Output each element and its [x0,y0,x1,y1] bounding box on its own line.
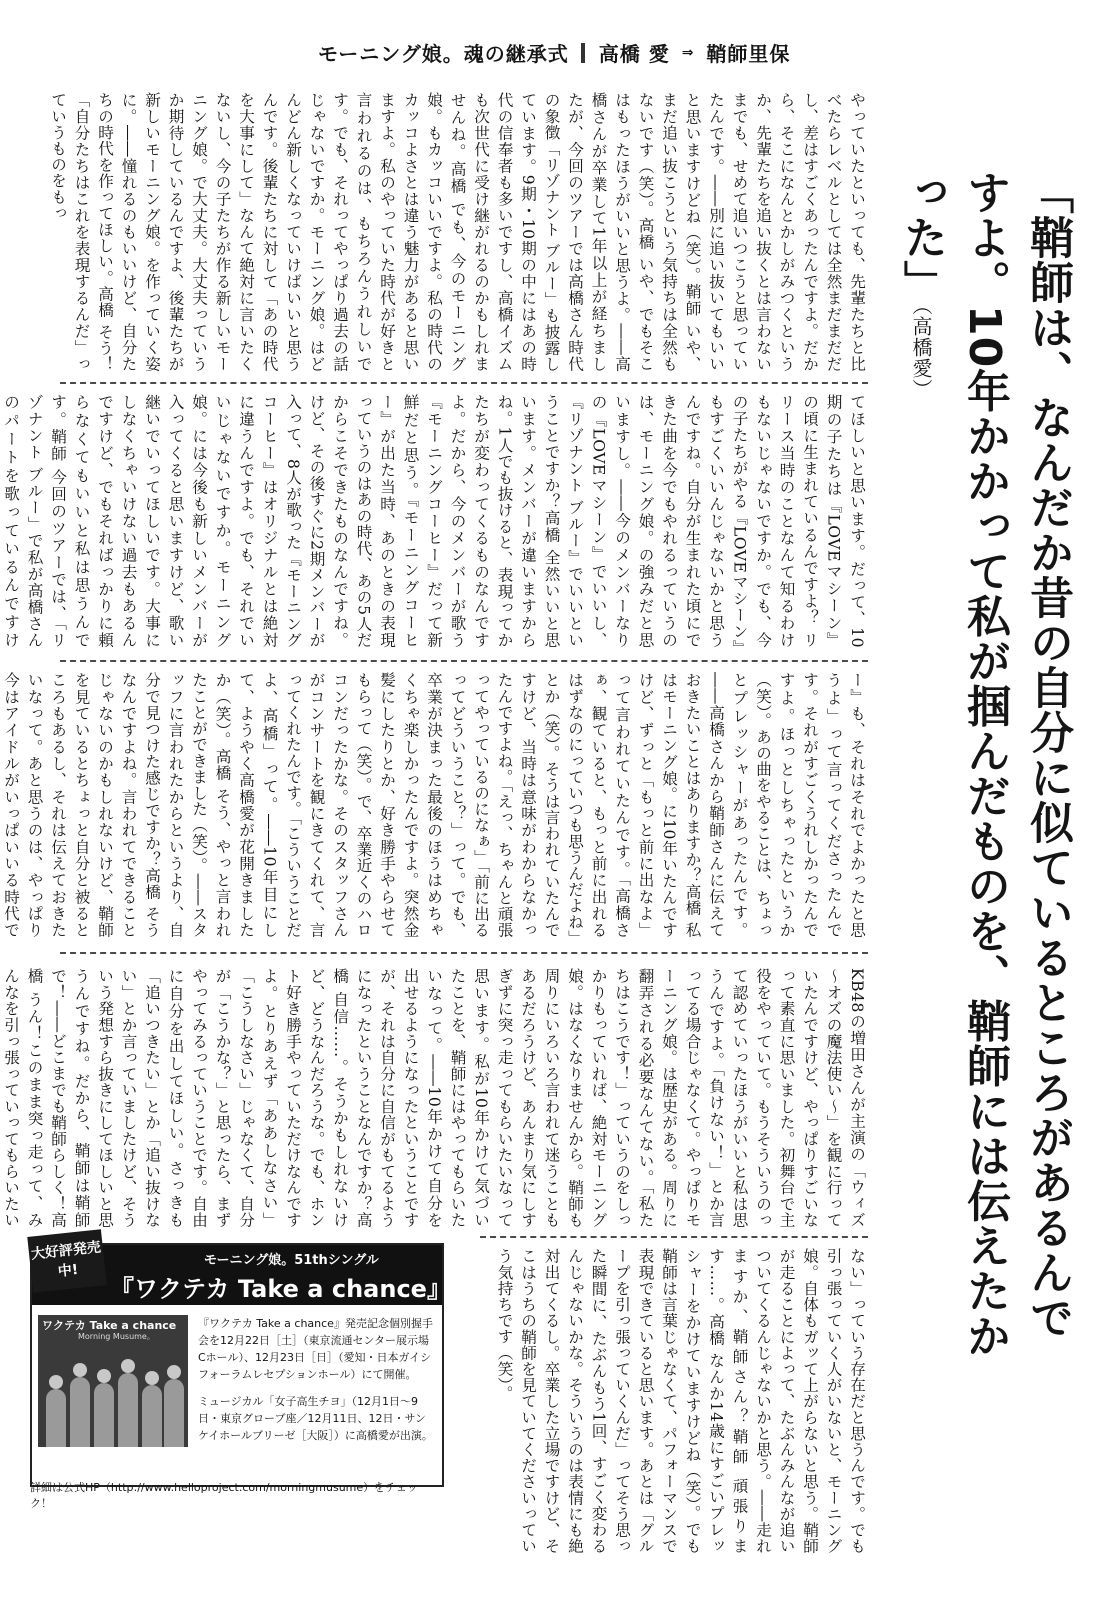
member-figure [118,1373,138,1447]
single-release-ad [30,1239,451,1487]
arrow-icon: ⇒ [681,44,695,61]
series-title: モーニング娘。魂の継承式 [318,42,569,66]
release-badge: 大好評発売中! [27,1229,106,1292]
official-hp-notice [30,1480,440,1524]
official-hp-text: 詳細は公式HP（http://www.helloproject.com/morningmusume）をチェック！ [30,1481,418,1510]
article-tier-5: ない」っていう存在だと思うんです。でも引っ張っていく人がいないと、モーニング娘。自体もガッて上がらないと思う。鞘師が走ることによって、たぶんみんなが追いついてくるんじゃないかと思う。――走れますか、鞘師さん？鞘師 頑張ります……。高橋 なんか14歳にすごいプレッシャーをかけていますけどね（笑）。でも鞘師は言葉じゃなくて、パフォーマンスで表現できていると思います。あとは「グループを引っ張っていくんだ」ってそう思った瞬間に、たぶんもう1回、すごく変わるんじゃないかな。そういうのは表情にも絶対出てくるし。卒業した立場ですけど、そこはうちの鞘師を見ていてくださいっていう気持ちです（笑）。 [495,1248,866,1554]
cd-cover-image [38,1315,188,1447]
article-tier-2: てほしいと思います。だって、10期の子たちは『LOVEマシーン』の頃に生まれているんですよ？ リリース当時のことなんて知るわけもないじゃないですか。でも、今の子たちがやる『LOVEマシーン』もすごくいいんじゃないかと思うんですね。自分が生まれた頃にできた曲を今でもやれるっていうのは、モーニング娘。の強みだと思いますし。――今のメンバーなりの『LOVEマシーン』でいいし、『リゾナント ブルー』でいいということですか？高橋 全然いいと思います。メンバーが違いますからね。1人でも抜けると、表現ってかたちが変わってくるものなんですよ。だから、今のメンバーが歌う『モーニングコーヒー』だって新鮮だと思う。『モーニングコーヒー』が出た当時、あのときの表現っていうのはあの時代、あの5人だからこそできたものなんですね。けど、その後すぐに2期メンバーが入って、8人が歌った『モーニングコーヒー』はオリジナルとは絶対に違うんですよ。でも、それでいいじゃないですか。モーニング娘。には今後も新しいメンバーが入ってくると思いますけど、歌い継いでいってほしいです。大事にしなくちゃいけない過去もあるんですけど、でもそればっかりに頼らなくてもいいと私は思うんです。鞘師 今回のツアーでは、「リゾナント ブルー」で私が高橋さんのパートを歌っているんですけ [2,394,866,648]
ad-single-label: モーニング娘。51thシングル [204,1253,379,1268]
pull-quote [889,170,1079,1370]
page-header [318,38,1078,70]
cover-title: ワクテカ Take a chance [42,1319,177,1332]
tier-divider [480,1236,868,1238]
person-b-name: 鞘師里保 [706,42,791,66]
handshake-event-info: 『ワクテカ Take a chance』発売記念個別握手会を12月22日［土］（東京流通センター展示場Cホール）、12月23日［日］（愛知・日本ガイシフォーラムレセプションホール）にて開催。 [198,1317,433,1381]
person-a-name: 高橋 愛 [598,42,670,66]
member-figure [70,1377,90,1447]
cover-artist: Morning Musume。 [78,1332,155,1341]
ad-single-title: 『ワクテカ Take a chance』 [110,1275,451,1303]
member-figure [46,1389,66,1447]
article-tier-1: やっていたといっても、先輩たちと比べたらレベルとしては全然まだまだだし、差はすごくあったんですよ。だから、そこになんとかしがみつくというか、先輩たちを追い抜くとは言わないまでも、せめて追いつこうと思っていたんです。――別に追い抜いてもいいと思いますけどね（笑）。鞘師 いや、まだ追い抜こうという気持ちは全然もないです（笑）。高橋 いや、でもそこはもったほうがいいと思うよ。――高橋さんが卒業して1年以上が経ちましたが、今回のツアーでは高橋さん時代の象徴「リゾナント ブルー」も披露しています。9期・10期の中にはあの時代の信奉者も多いですし、高橋イズムも次世代に受け継がれるのかもしれませんね。高橋 でも、今のモーニング娘。もカッコいいですよ。私の時代のカッコよさとは違う魅力があると思いますよ。私のやっていた時代が好きと言われるのは、もちろんうれしいです。でも、それってやっぱり過去の話じゃないですか。モーニング娘。はどんどん新しくなっていけばいいと思うんです。後輩たちに対して「あの時代を大事にして」なんて絶対に言いたくないし、今の子たちが作る新しいモーニング娘。で大丈夫。大丈夫っていうか期待しているんですよ、後輩たちが新しいモーニング娘。を作っていく姿に。――憧れるのもいいけど、自分たちの時代を作ってほしい。高橋 そう！「自分たちはこれを表現するんだ」っていうものをもっ [49,92,866,372]
tier-divider [60,952,868,954]
article-tier-4: KB48の増田さんが主演の「ウィズ～オズの魔法使い～」を観に行っていたんですけど、やっぱりすごいなって素直に思いました。初舞台で主役をやっていて。もうそういうのって認めていったほうがいいと私は思うんですよ。「負けない！」とか言ってる場合じゃなくて。やっぱりモーニング娘。は歴史がある。周りに翻弄される必要なんてない。「私たちはこうです！」っていうのをしっかりもっていれば、絶対モーニング娘。はなくなりませんから。鞘師も周りにいろいろ言われて迷うこともあるだろうけど、あんまり気にしすぎずに突っ走ってもらいたいなって思います。私が10年かけて気づいたことを、鞘師にはやってもらいたいなって。――10年かけて自分を出せるようになったということですが、それは自分に自信がもてるようになったということなんですか？高橋 自信……。そうかもしれないけど、どうなんだろうな。でも、ホント好き勝手やっていただけなんですよ。とりあえず「ああしなさい」「こうしなさい」じゃなくて、自分が「こうかな？」と思ったら、まずやってみるっていうことです。自由に自分を出してほしい。さっきも「追いつきたい」とか「追い抜けない」とか言っていましたけど、そういう発想すら抜きにしてほしいと思うんですね。だから、鞘師は鞘師で！――どこまでも鞘師らしく！高橋 うん！このまま突っ走って、みんなを引っ張っていってもらいたい [2,968,866,1228]
tier-divider [60,660,868,662]
pull-quote-credit: （高橋愛） [909,305,933,400]
header-divider-bar [581,43,585,63]
ad-info [198,1315,434,1454]
tier-divider [60,382,868,384]
musical-info: ミュージカル「女子高生チヨ」（12月1日～9日・東京グローブ座／12月11日、12日・サンケイホールブリーゼ［大阪］）に高橋愛が出演。 [198,1395,433,1442]
member-figure [142,1385,162,1447]
article-tier-3: ー』も、それはそれでよかったと思うよ」って言ってくださったんです。それがすごくうれしかったんですよ。ほっとしちゃったというか（笑）。あの曲をやることは、ちょっとプレッシャーがあったんです。――高橋さんから鞘師さんに伝えておきたいことはありますか？高橋 私はモーニング娘。に10年いたんですけど、ずっと「もっと前に出なよ」って言われていたんです。「高橋さぁ、観ていると、もっと前に出れるはずなのにっていつも思うんだよね」とか（笑）。そうは言われていたんですけど、当時は意味がわからなかったんですよね。「えっ、ちゃんと頑張ってやっているのになぁ」「前に出るってどういうこと？」って。でも、卒業が決まった最後のほうはめちゃくちゃ楽しかったんですよ。突然金髪にしたりとか、好き勝手やらせてもらって（笑）。で、卒業近くのハロコンだったかな。そのスタッフさんがコンサートを観にきてくれて、言ってくれたんです。「こういうことだよ、高橋」って。――10年目にして、ようやく高橋愛が花開きましたか（笑）。高橋 そう、やっと言われたことができました（笑）。――スタッフに言われたからというより、自分で見つけた感じですか？高橋 そうなんですよね。言われてできることじゃないのかもしれないけど、鞘師を見ているとちょっと自分と被るところもあるし、それは伝えておきたいなって。あと思うのは、やっぱり今はアイドルがいっぱいいる時代で [2,672,866,938]
member-figure [164,1379,184,1447]
member-figure [94,1383,114,1447]
pull-quote-text: 「鞘師は、なんだか昔の自分に似ているところがあるんですよ。10年かかって私が掴んだものを、鞘師には伝えたかった」 [896,170,1073,1359]
